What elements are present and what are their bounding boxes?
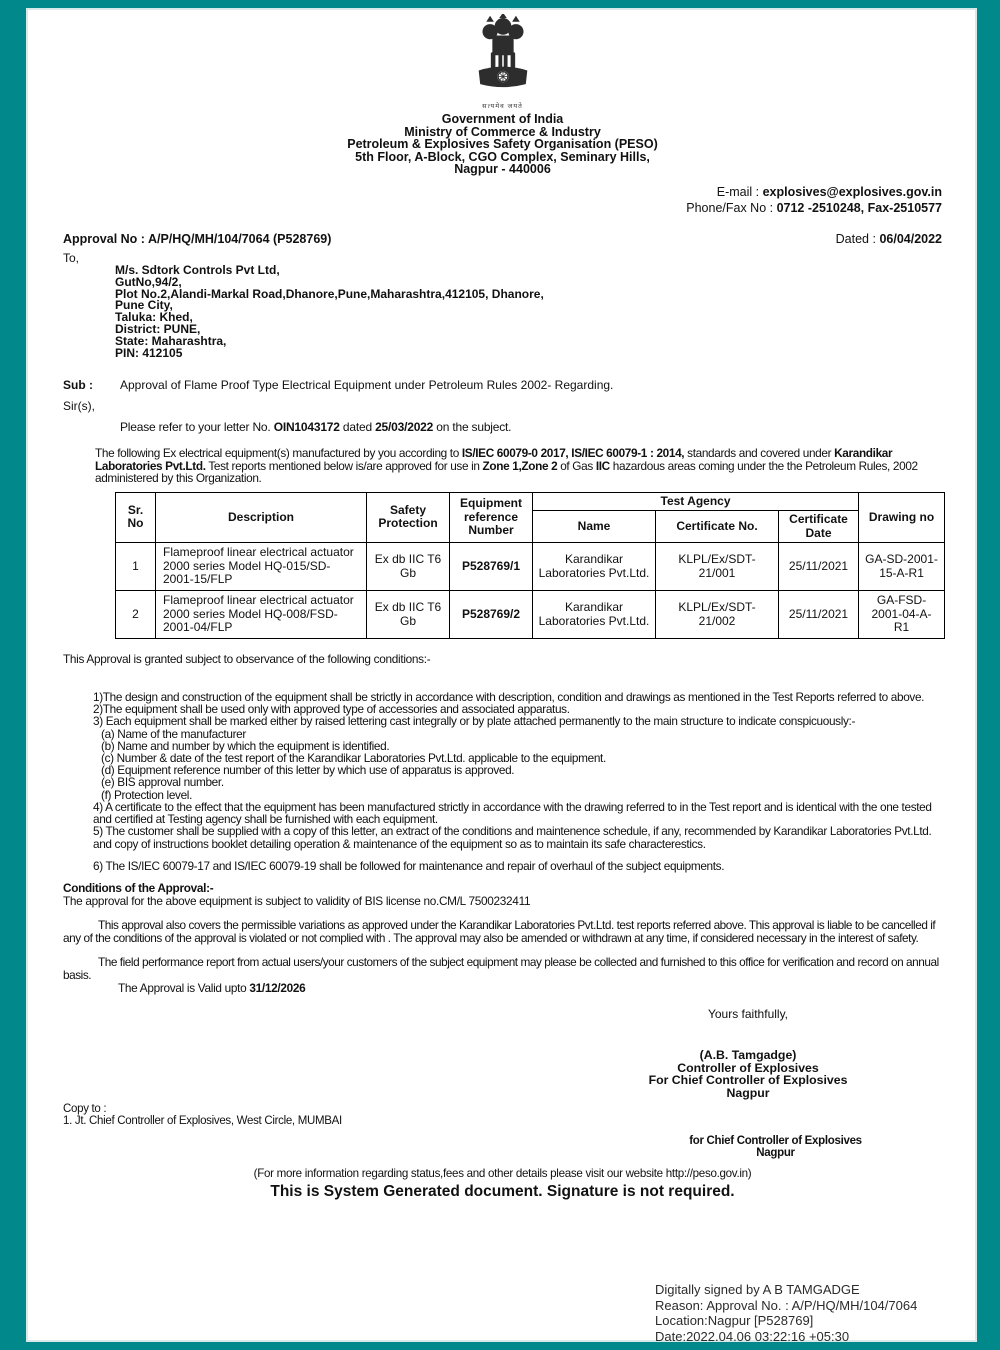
col-drawing-no: Drawing no [859, 492, 945, 543]
letterhead-line: Nagpur - 440006 [454, 162, 551, 177]
address-line: GutNo,94/2, [115, 274, 182, 289]
digsig-line: Reason: Approval No. : A/P/HQ/MH/104/7064 [655, 1297, 918, 1313]
email-label: E-mail : [716, 184, 763, 199]
cell-drawing: GA-FSD-2001-04-A-R1 [859, 591, 945, 639]
cell-sr: 1 [116, 543, 156, 591]
condition-item: 2)The equipment shall be used only with approved type of accessories and associated apparatus. [93, 702, 570, 717]
for-line: for Chief Controller of Explosives [689, 1135, 862, 1148]
col-certificate-date: Certificate Date [779, 511, 859, 543]
col-equipment-ref: Equipment reference Number [450, 492, 533, 543]
address-line: District: PUNE, [115, 321, 201, 336]
col-safety-protection: Safety Protection [367, 492, 450, 543]
dated-line [836, 232, 942, 246]
test-lab-name: Karandikar Laboratories Pvt.Ltd. [95, 446, 893, 473]
emblem-motto: सत्यमेव जयते [482, 103, 523, 110]
to-label: To, [63, 250, 80, 265]
gas-group: IIC [595, 458, 610, 473]
variations-paragraph: This approval also covers the permissible variations as approved under the Karandikar Laboratories Pvt.Ltd. test reports referred above. This approval is liable to be cancelled if any of the conditions of the approval is violated or not complied with . The approval may also be amended or withdrawn at any time, if considered necessary in the interest of safety. [63, 918, 936, 945]
addressee-block [115, 262, 942, 360]
subject-text: Approval of Flame Proof Type Electrical Equipment under Petroleum Rules 2002- Regarding. [120, 378, 614, 393]
condition-subitem: (b) Name and number by which the equipment is identified. [101, 738, 390, 753]
condition-item: 3) Each equipment shall be marked either by raised lettering cast integrally or by plate attached permanently to the main structure to indicate conspicuously:- [93, 714, 856, 729]
cell-certificate-date: 25/11/2021 [779, 591, 859, 639]
validity-line [118, 981, 942, 995]
copy-label: Copy to : [63, 1103, 107, 1116]
cell-certificate-date: 25/11/2021 [779, 543, 859, 591]
footer-info: (For more information regarding status,fees and other details please visit our website http://peso.gov.in) [253, 1167, 752, 1181]
address-line: PIN: 412105 [115, 345, 183, 360]
field-report-paragraph: The field performance report from actual users/your customers of the subject equipment may please be collected and furnished to this office for verification and record on annual basis. [63, 955, 939, 982]
cell-protection: Ex db IIC T6 Gb [367, 591, 450, 639]
intro-text: standards and covered under [684, 446, 835, 461]
cell-certificate-no: KLPL/Ex/SDT-21/001 [656, 543, 779, 591]
intro-text: hazardous areas coming under the the Petroleum Rules, 2002 administered by this Organization. [95, 458, 918, 486]
for-chief-controller-block [688, 1135, 863, 1159]
contact-block [63, 184, 942, 216]
signatory-name: (A.B. Tamgadge) [699, 1047, 797, 1062]
condition-subitem: (c) Number & date of the test report of the Karandikar Laboratories Pvt.Ltd. applicable to the equipment. [101, 751, 606, 766]
letterhead-line: Ministry of Commerce & Industry [404, 124, 601, 139]
cell-sr: 2 [116, 591, 156, 639]
refer-text: dated [339, 420, 376, 435]
zones: Zone 1,Zone 2 [482, 458, 558, 473]
phone-value: 0712 -2510248, Fax-2510577 [776, 200, 942, 215]
col-sr-no: Sr. No [116, 492, 156, 543]
validity-text: The Approval is Valid upto [118, 980, 250, 995]
approval-number: Approval No : A/P/HQ/MH/104/7064 (P528769) [63, 231, 332, 246]
condition-subitem: (a) Name of the manufacturer [101, 726, 246, 741]
intro-text: of Gas [557, 458, 596, 473]
address-line: State: Maharashtra, [115, 333, 227, 348]
condition-subitem: (f) Protection level. [101, 787, 192, 802]
standards: IS/IEC 60079-0 2017, IS/IEC 60079-1 : 2014, [461, 446, 685, 461]
email-value: explosives@explosives.gov.in [762, 184, 942, 199]
table-header-row [116, 492, 945, 511]
intro-text: The following Ex electrical equipment(s) manufactured by you according to [95, 446, 462, 461]
table-row [116, 591, 945, 639]
letterhead-lines [63, 113, 942, 176]
condition-subitem: (e) BIS approval number. [101, 775, 224, 790]
conditions-intro: This Approval is granted subject to observance of the following conditions:- [63, 652, 431, 667]
phone-label: Phone/Fax No : [686, 200, 777, 215]
col-certificate-no: Certificate No. [656, 511, 779, 543]
equipment-table [115, 492, 945, 640]
col-agency-name: Name [533, 511, 656, 543]
letter-date: 25/03/2022 [375, 420, 434, 435]
address-line: Pune City, [115, 298, 173, 313]
letterhead-line: 5th Floor, A-Block, CGO Complex, Seminary Hills, [355, 149, 650, 164]
signature-block [608, 1007, 888, 1099]
letterhead-line: Petroleum & Explosives Safety Organisation (PESO) [347, 137, 658, 152]
subject-label: Sub : [63, 378, 93, 393]
letter-page [28, 10, 975, 1344]
condition-subitem: (d) Equipment reference number of this letter by which use of apparatus is approved. [101, 763, 515, 778]
condition-item: 5) The customer shall be supplied with a copy of this letter, an extract of the conditions and maintenence schedule, if any, recommended by Karandikar Laboratories Pvt.Ltd. and copy of instructions booklet detailing operation & maintenance of the equipment so as to maintain its safe characterestics. [93, 824, 932, 851]
letterhead-line: Government of India [441, 112, 564, 126]
copy-line: 1. Jt. Chief Controller of Explosives, West Circle, MUMBAI [63, 1115, 342, 1128]
letterhead [63, 14, 942, 176]
cell-equipment-ref: P528769/2 [450, 591, 533, 639]
reference-row [63, 232, 942, 246]
salutation: Sir(s), [63, 399, 95, 414]
intro-text: Test reports mentioned below is/are approved for use in [205, 458, 483, 473]
address-line: M/s. Sdtork Controls Pvt Ltd, [115, 262, 280, 277]
india-emblem-icon [465, 14, 541, 98]
copy-to-block [63, 1103, 942, 1127]
address-line: Plot No.2,Alandi-Markal Road,Dhanore,Pune,Maharashtra,412105, Dhanore, [115, 286, 544, 301]
dated-value: 06/04/2022 [879, 231, 942, 246]
condition-item: 4) A certificate to the effect that the equipment has been manufactured strictly in accordance with the drawing referred to in the Test report and is identical with the one tested and certified at Testing agency shall be furnished with each equipment. [93, 799, 932, 827]
cell-protection: Ex db IIC T6 Gb [367, 543, 450, 591]
signatory [608, 1049, 888, 1099]
phone-line [63, 200, 942, 216]
cell-agency: Karandikar Laboratories Pvt.Ltd. [533, 591, 656, 639]
refer-paragraph [120, 420, 942, 434]
email-line [63, 184, 942, 200]
condition-item: 1)The design and construction of the equipment shall be strictly in accordance with description, condition and drawings as mentioned in the Test Reports referred to above. [93, 690, 925, 705]
cell-description: Flameproof linear electrical actuator 2000 series Model HQ-015/SD-2001-15/FLP [156, 543, 367, 591]
conditions-list [93, 691, 942, 872]
intro-paragraph [95, 447, 942, 484]
table-row [116, 543, 945, 591]
refer-text: on the subject. [433, 420, 512, 435]
subject-row [63, 378, 942, 392]
cell-drawing: GA-SD-2001-15-A-R1 [859, 543, 945, 591]
cell-agency: Karandikar Laboratories Pvt.Ltd. [533, 543, 656, 591]
digsig-line: Location:Nagpur [P528769] [655, 1313, 814, 1329]
signatory-place: Nagpur [726, 1085, 770, 1100]
refer-text: Please refer to your letter No. [120, 420, 274, 435]
signatory-title: For Chief Controller of Explosives [648, 1073, 848, 1088]
digital-signature-block [655, 1282, 917, 1344]
cell-certificate-no: KLPL/Ex/SDT-21/002 [656, 591, 779, 639]
approval-conditions-heading: Conditions of the Approval:- [63, 880, 214, 895]
signatory-title: Controller of Explosives [677, 1060, 819, 1075]
condition-item: 6) The IS/IEC 60079-17 and IS/IEC 60079-19 shall be followed for maintenance and repair of overhaul of the subject equipments. [93, 858, 725, 873]
validity-date: 31/12/2026 [249, 980, 306, 995]
closing: Yours faithfully, [707, 1006, 789, 1021]
col-description: Description [156, 492, 367, 543]
bis-license-line: The approval for the above equipment is subject to validity of BIS license no.CM/L 7500232411 [63, 893, 531, 908]
dated-label: Dated : [835, 231, 880, 246]
letter-number: OIN1043172 [273, 420, 340, 435]
system-generated-note: This is System Generated document. Signature is not required. [270, 1183, 735, 1201]
digsig-line: Date:2022.04.06 03:22:16 +05:30 [655, 1328, 850, 1344]
col-test-agency: Test Agency [533, 492, 859, 511]
digsig-line: Digitally signed by A B TAMGADGE [655, 1282, 860, 1297]
address-line: Taluka: Khed, [115, 310, 193, 325]
cell-equipment-ref: P528769/1 [450, 543, 533, 591]
cell-description: Flameproof linear electrical actuator 2000 series Model HQ-008/FSD-2001-04/FLP [156, 591, 367, 639]
for-place: Nagpur [756, 1147, 795, 1160]
